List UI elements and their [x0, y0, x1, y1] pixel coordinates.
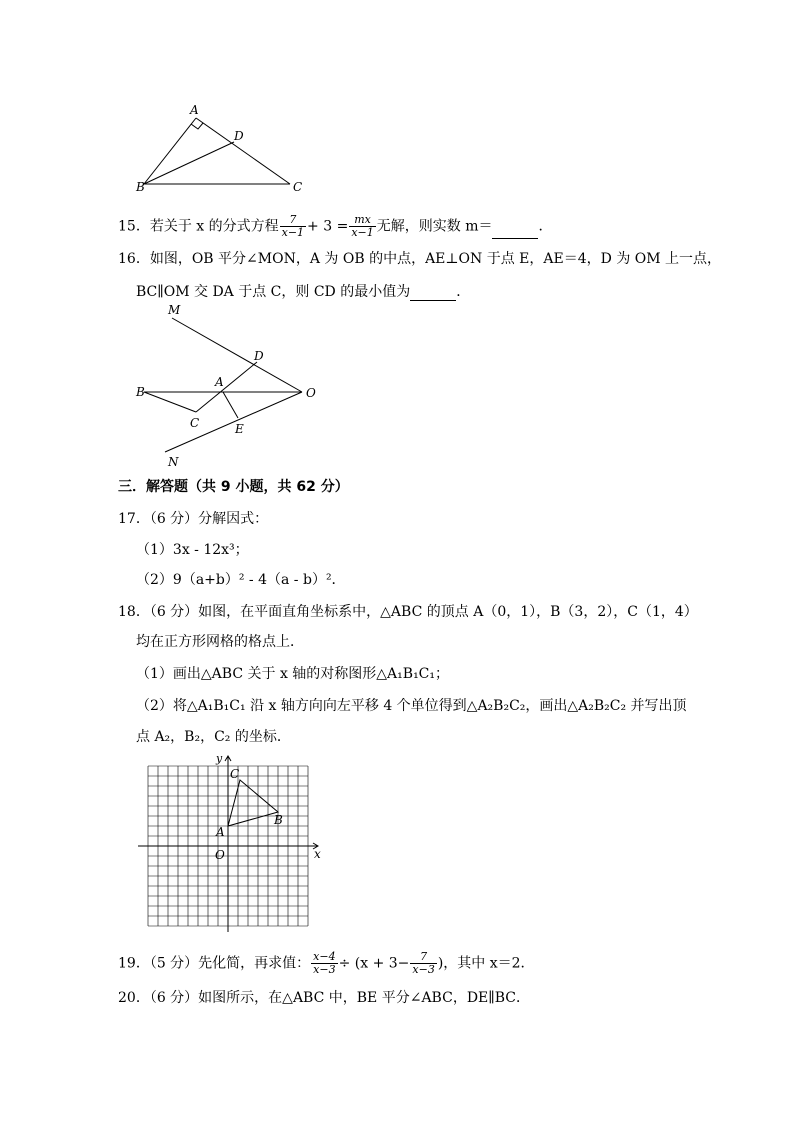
- label-e: E: [235, 422, 244, 436]
- q15-fraction-2: [349, 214, 375, 239]
- question-18-part-3: 点 A₂，B₂，C₂ 的坐标．: [136, 729, 291, 745]
- q15-text-2: + 3 =: [307, 218, 349, 235]
- label-c: C: [293, 180, 303, 194]
- q19-frac2-den: x−3: [412, 963, 435, 976]
- q15-text-3: 无解，则实数 m＝: [376, 218, 493, 235]
- q16-number: 16．: [118, 251, 150, 267]
- axis-x-label: x: [314, 847, 321, 861]
- label-a: A: [190, 103, 199, 117]
- q15-answer-blank[interactable]: [492, 224, 538, 239]
- vertex-b-label: B: [274, 813, 283, 827]
- label-m: M: [168, 303, 181, 317]
- q16-end: ．: [456, 284, 471, 300]
- origin-label: O: [215, 848, 225, 862]
- q15-end: ．: [538, 218, 553, 235]
- label-d2: D: [254, 349, 264, 363]
- q15-frac2-den: x−1: [351, 226, 374, 239]
- q19-text-2: ÷ (x + 3−: [338, 955, 410, 972]
- q16-answer-blank[interactable]: [410, 286, 456, 301]
- label-d: D: [234, 129, 244, 143]
- question-17-part-1: （1）3x - 12x³；: [136, 542, 249, 558]
- q15-frac1-num: 7: [280, 214, 306, 227]
- question-18-line-2: 均在正方形网格的格点上．: [136, 634, 304, 650]
- question-18-part-2: （2）将△A₁B₁C₁ 沿 x 轴方向向左平移 4 个单位得到△A₂B₂C₂，画出△A₂B₂C₂ 并写出顶: [136, 698, 687, 714]
- question-18-part-1: （1）画出△ABC 关于 x 轴的对称图形△A₁B₁C₁；: [136, 666, 450, 682]
- q19-frac1-num: x−4: [313, 950, 336, 963]
- q19-frac1-den: x−3: [313, 963, 336, 976]
- q16-text-2: BC∥OM 交 DA 于点 C，则 CD 的最小值为: [136, 284, 411, 300]
- q19-text-3: )，其中 x＝2．: [437, 955, 535, 972]
- section-3-heading: 三．解答题（共 9 小题，共 62 分）: [118, 479, 349, 495]
- label-o: O: [306, 386, 316, 400]
- triangle-abc-figure: [130, 100, 310, 195]
- question-18-line-1: 18．（6 分）如图，在平面直角坐标系中，△ABC 的顶点 A（0，1），B（3，2），C（1，4）: [118, 604, 698, 620]
- label-b2: B: [136, 385, 145, 399]
- q15-frac2-num: mx: [349, 214, 375, 227]
- q15-frac1-den: x−1: [281, 226, 305, 239]
- question-16-line-1: [118, 250, 721, 268]
- axis-y-label: y: [216, 752, 223, 765]
- q15-fraction-1: [280, 214, 306, 239]
- question-20: 20．（6 分）如图所示，在△ABC 中，BE 平分∠ABC，DE∥BC．: [118, 990, 530, 1006]
- label-b: B: [136, 180, 145, 194]
- question-15: [118, 214, 552, 239]
- q15-text-1: 若关于 x 的分式方程: [149, 218, 279, 235]
- q19-frac2-num: 7: [410, 951, 436, 964]
- q15-number: 15．: [118, 218, 150, 235]
- q19-text-1: 19．（5 分）先化简，再求值：: [118, 955, 311, 972]
- question-17-part-2: （2）9（a+b）² - 4（a - b）²．: [136, 572, 346, 588]
- label-c2: C: [190, 416, 200, 430]
- label-a2: A: [215, 375, 224, 389]
- vertex-a-label: A: [216, 825, 225, 839]
- vertex-c-label: C: [230, 767, 240, 781]
- question-16-line-2: [136, 283, 470, 301]
- label-n: N: [168, 455, 179, 469]
- q16-text-1: 如图，OB 平分∠MON，A 为 OB 的中点，AE⊥ON 于点 E，AE＝4，D 为 OM 上一点，: [149, 251, 722, 267]
- coordinate-grid-figure: [130, 750, 340, 935]
- q19-fraction-2: [410, 951, 436, 976]
- angle-bisector-figure: [130, 300, 330, 472]
- question-19: [118, 951, 535, 976]
- q19-fraction-1: [311, 951, 337, 976]
- question-17-head: 17．（6 分）分解因式：: [118, 511, 269, 527]
